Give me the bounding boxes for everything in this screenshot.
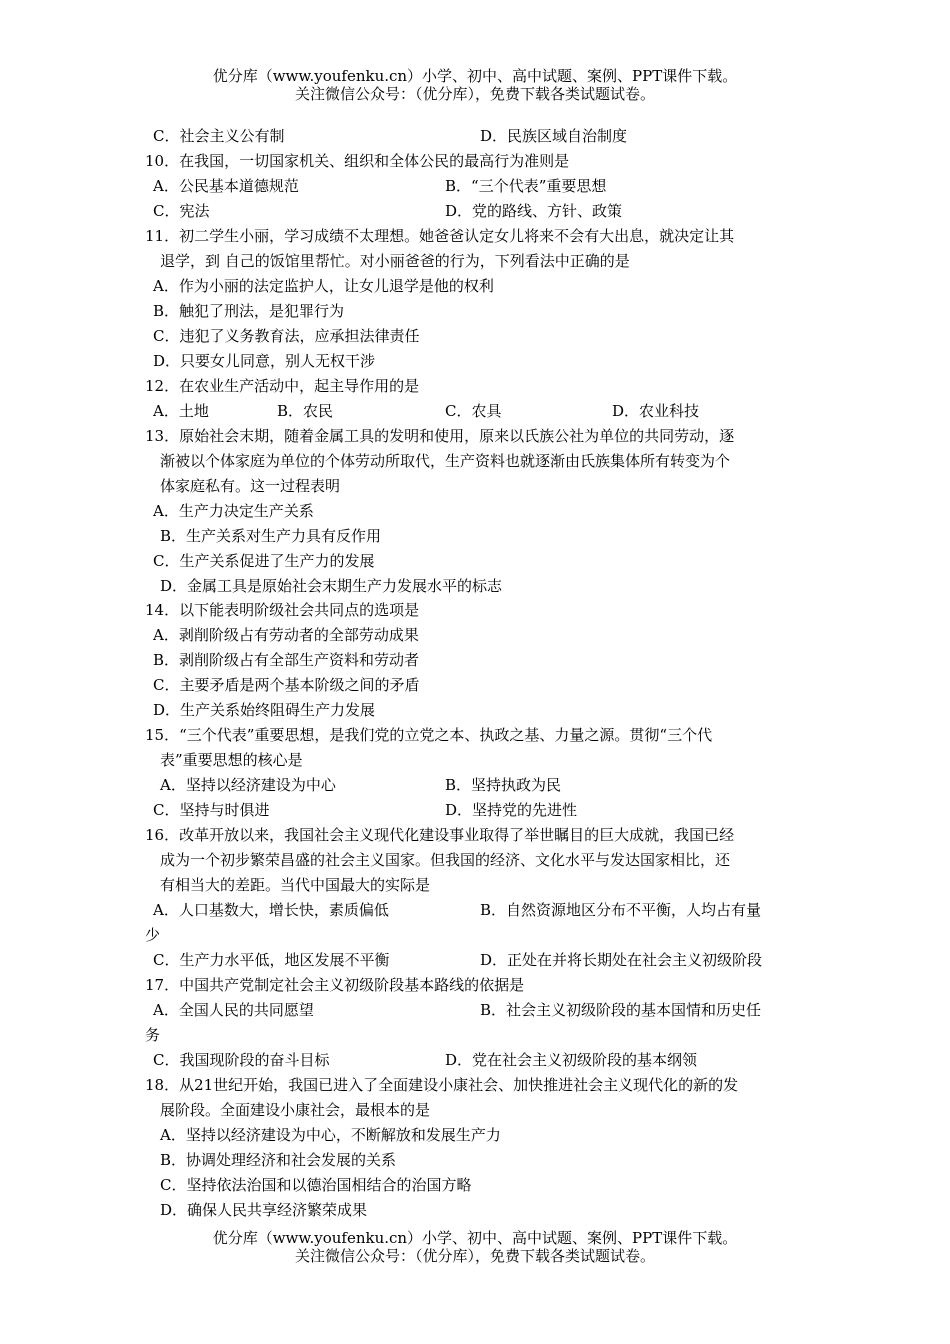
q12-option-c: C．农具	[445, 402, 502, 420]
q13-option-c: C．生产关系促进了生产力的发展	[153, 552, 375, 570]
q10-option-a: A．公民基本道德规范	[153, 177, 299, 195]
q18-option-d: D．确保人民共享经济繁荣成果	[160, 1201, 368, 1219]
q14-option-d: D．生产关系始终阻碍生产力发展	[153, 701, 376, 719]
q16-stem-line-1: 16．改革开放以来，我国社会主义现代化建设事业取得了举世瞩目的巨大成就，我国已经	[145, 826, 735, 844]
q16-option-d: D．正处在并将长期处在社会主义初级阶段	[480, 951, 763, 969]
q15-option-c: C．坚持与时俱进	[153, 801, 270, 819]
q13-stem-line-2: 渐被以个体家庭为单位的个体劳动所取代，生产资料也就逐渐由氏族集体所有转变为个	[160, 452, 731, 470]
footer-line-1: 优分库（www.youfenku.cn）小学、初中、高中试题、案例、PPT课件下载。	[212, 1229, 738, 1247]
q16-option-b-line-1: B．自然资源地区分布不平衡，人均占有量	[480, 901, 762, 919]
q17-option-b-line-1: B．社会主义初级阶段的基本国情和历史任	[480, 1001, 762, 1019]
q12-option-d: D．农业科技	[612, 402, 700, 420]
q13-stem-line-1: 13．原始社会末期，随着金属工具的发明和使用，原来以氏族公社为单位的共同劳动，逐	[145, 427, 735, 445]
q10-option-b: B．“三个代表”重要思想	[445, 177, 607, 195]
q16-stem-line-3: 有相当大的差距。当代中国最大的实际是	[160, 876, 431, 894]
q15-option-b: B．坚持执政为民	[445, 776, 562, 794]
q15-option-d: D．坚持党的先进性	[445, 801, 578, 819]
q11-option-c: C．违犯了义务教育法，应承担法律责任	[153, 327, 420, 345]
q10-option-c: C．宪法	[153, 202, 210, 220]
header-line-2: 关注微信公众号：（优分库），免费下载各类试题试卷。	[294, 85, 655, 103]
q13-option-b: B．生产关系对生产力具有反作用	[160, 527, 382, 545]
q9-option-d: D．民族区域自治制度	[480, 127, 628, 145]
q16-option-a: A．人口基数大，增长快，素质偏低	[153, 901, 389, 919]
q14-option-c: C．主要矛盾是两个基本阶级之间的矛盾	[153, 676, 420, 694]
q18-option-c: C．坚持依法治国和以德治国相结合的治国方略	[160, 1176, 472, 1194]
q18-option-a: A．坚持以经济建设为中心，不断解放和发展生产力	[160, 1126, 501, 1144]
footer-line-2: 关注微信公众号：（优分库），免费下载各类试题试卷。	[294, 1247, 655, 1265]
q11-stem-line-1: 11．初二学生小丽，学习成绩不太理想。她爸爸认定女儿将来不会有大出息，就决定让其	[145, 227, 735, 245]
q9-option-c: C．社会主义公有制	[153, 127, 285, 145]
q16-option-b-line-2: 少	[145, 926, 161, 944]
q15-option-a: A．坚持以经济建设为中心	[160, 776, 336, 794]
q10-option-d: D．党的路线、方针、政策	[445, 202, 623, 220]
q14-stem: 14．以下能表明阶级社会共同点的选项是	[145, 601, 420, 619]
q18-stem-line-2: 展阶段。全面建设小康社会，最根本的是	[160, 1101, 431, 1119]
q18-option-b: B．协调处理经济和社会发展的关系	[160, 1151, 397, 1169]
q13-option-a: A．生产力决定生产关系	[153, 502, 314, 520]
q12-option-a: A．土地	[153, 402, 209, 420]
q17-stem: 17．中国共产党制定社会主义初级阶段基本路线的依据是	[145, 976, 525, 994]
q11-option-b: B．触犯了刑法，是犯罪行为	[153, 302, 345, 320]
q16-stem-line-2: 成为一个初步繁荣昌盛的社会主义国家。但我国的经济、文化水平与发达国家相比，还	[160, 851, 731, 869]
q14-option-a: A．剥削阶级占有劳动者的全部劳动成果	[153, 626, 419, 644]
q17-option-c: C．我国现阶段的奋斗目标	[153, 1051, 330, 1069]
q14-option-b: B．剥削阶级占有全部生产资料和劳动者	[153, 651, 420, 669]
q12-option-b: B．农民	[277, 402, 334, 420]
q17-option-a: A．全国人民的共同愿望	[153, 1001, 314, 1019]
q10-stem: 10．在我国，一切国家机关、组织和全体公民的最高行为准则是	[145, 152, 570, 170]
header-line-1: 优分库（www.youfenku.cn）小学、初中、高中试题、案例、PPT课件下载。	[212, 67, 738, 85]
q13-option-d: D．金属工具是原始社会末期生产力发展水平的标志	[160, 577, 503, 595]
q11-stem-line-2: 退学，到 自己的饭馆里帮忙。对小丽爸爸的行为，下列看法中正确的是	[160, 252, 630, 270]
q18-stem-line-1: 18．从21世纪开始，我国已进入了全面建设小康社会、加快推进社会主义现代化的新的发	[145, 1076, 739, 1094]
q11-option-a: A．作为小丽的法定监护人，让女儿退学是他的权利	[153, 277, 494, 295]
q15-stem-line-1: 15．“三个代表”重要思想，是我们党的立党之本、执政之基、力量之源。贯彻“三个代	[145, 726, 713, 744]
q11-option-d: D．只要女儿同意，别人无权干涉	[153, 352, 376, 370]
q16-option-c: C．生产力水平低，地区发展不平衡	[153, 951, 390, 969]
q17-option-d: D．党在社会主义初级阶段的基本纲领	[445, 1051, 698, 1069]
q12-stem: 12．在农业生产活动中，起主导作用的是	[145, 377, 420, 395]
q15-stem-line-2: 表”重要思想的核心是	[160, 751, 303, 769]
q17-option-b-line-2: 务	[145, 1026, 161, 1044]
q13-stem-line-3: 体家庭私有。这一过程表明	[160, 477, 341, 495]
